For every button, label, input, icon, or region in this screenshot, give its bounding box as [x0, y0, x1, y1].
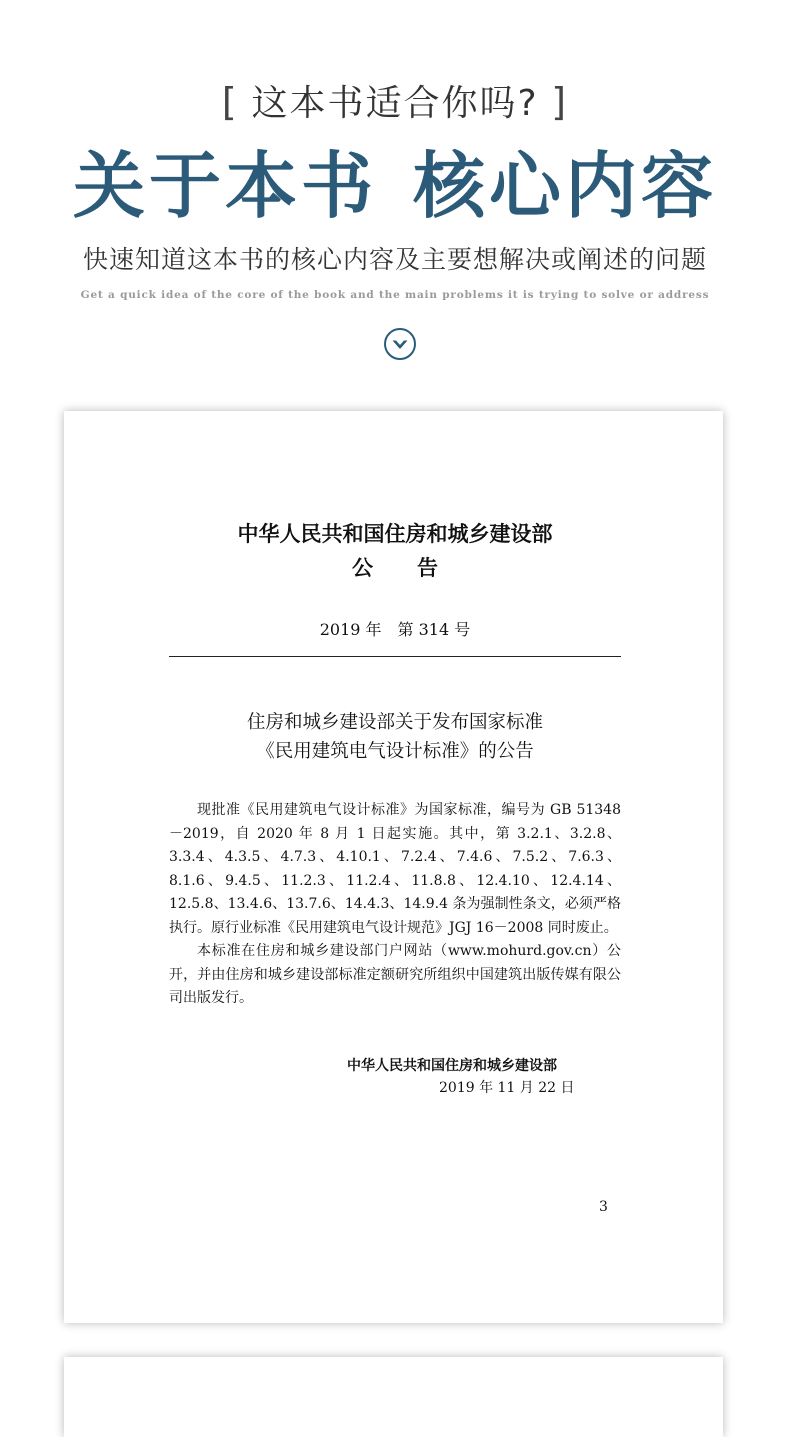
subtitle-english: Get a quick idea of the core of the book and the main problems it is trying to solve or address: [80, 289, 710, 301]
notice-number: 2019 年 第 314 号: [319, 620, 471, 639]
bracket-right: ]: [548, 80, 574, 124]
subtitle-chinese: 快速知道这本书的核心内容及主要想解决或阐述的问题: [82, 245, 707, 274]
heading-line-2: 《民用建筑电气设计标准》的公告: [256, 741, 534, 762]
body-paragraph-1: 现批准《民用建筑电气设计标准》为国家标准，编号为 GB 51348－2019，自 2020 年 8 月 1 日起实施。其中，第 3.2.1、3.2.8、3.3.4、4.3.5、4.7.3、4.10.1、7.2.4、7.4.6、7.5.2、7.6.3、8.1.6、9.4.5、11.2.3、11.2.4、11.8.8、12.4.10、12.4.14、12.5.8、13.4.6、13.7.6、14.4.3、14.9.4 条为强制性条文，必须严格执行。原行业标准《民用建筑电气设计规范》JGJ 16－2008 同时废止。: [169, 802, 621, 936]
next-document-page: [64, 1357, 723, 1437]
question-text: 这本书适合你吗?: [251, 83, 539, 124]
document-page: [64, 411, 723, 1323]
announcement-heading: [169, 708, 621, 766]
announcement-body: [169, 799, 621, 1011]
page-number: 3: [599, 1199, 608, 1215]
divider-rule: [169, 656, 621, 657]
notice-title: 公告: [352, 555, 482, 580]
signature-organization: 中华人民共和国住房和城乡建设部: [347, 1058, 557, 1074]
chevron-down-circle-icon: [383, 327, 417, 361]
main-title-part1: 关于本书: [72, 143, 377, 228]
heading-line-1: 住房和城乡建设部关于发布国家标准: [246, 712, 543, 733]
main-title-part2: 核心内容: [413, 143, 718, 228]
main-title: [0, 140, 790, 232]
body-paragraph-2: 本标准在住房和城乡建设部门户网站（www.mohurd.gov.cn）公开，并由住房和城乡建设部标准定额研究所组织中国建筑出版传媒有限公司出版发行。: [169, 943, 621, 1006]
question-line: [0, 78, 790, 128]
bracket-left: [: [216, 80, 242, 124]
book-intro-header: [0, 0, 790, 400]
issuing-organization: 中华人民共和国住房和城乡建设部: [237, 521, 553, 546]
signature-date: 2019 年 11 月 22 日: [439, 1080, 575, 1096]
